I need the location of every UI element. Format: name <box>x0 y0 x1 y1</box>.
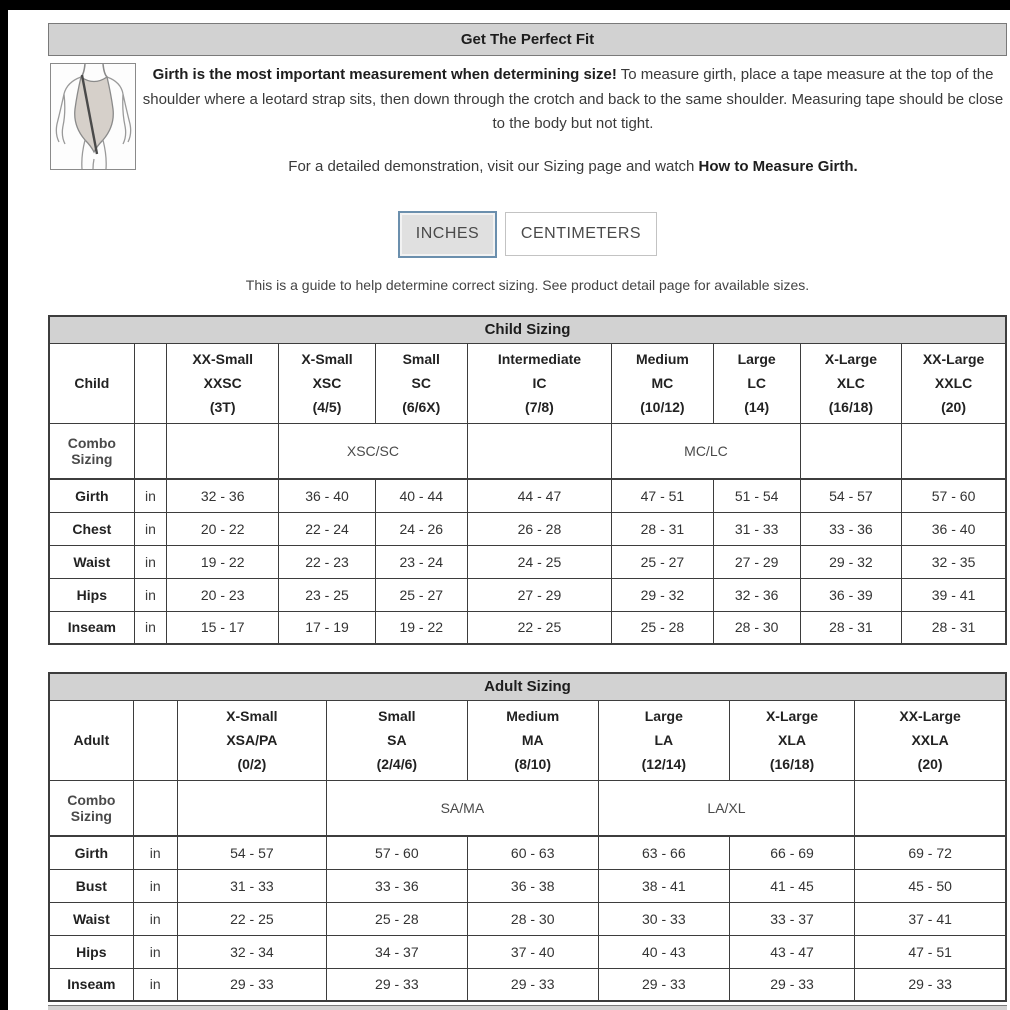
measurement-value: 47 - 51 <box>612 479 713 512</box>
size-code: MA <box>521 732 544 748</box>
measurement-value: 22 - 25 <box>467 611 612 644</box>
measurement-unit: in <box>134 479 167 512</box>
measurement-unit: in <box>134 512 167 545</box>
measurement-unit: in <box>133 968 177 1001</box>
size-column-header <box>375 343 467 423</box>
measurement-value: 37 - 41 <box>855 902 1006 935</box>
group-label-cell: Adult <box>49 700 133 780</box>
measurement-unit: in <box>133 935 177 968</box>
child-sizing-table <box>48 315 1007 645</box>
size-column-header <box>713 343 800 423</box>
measurement-value: 29 - 33 <box>467 968 598 1001</box>
girth-intro-rest: To measure girth, place a tape measure at the top of the shoulder where a leotard strap sits, then down through the crotch and back to the same shoulder. Measuring tape should be close to the body but not tight. <box>142 66 1004 132</box>
size-range: (16/18) <box>828 399 874 415</box>
measurement-label: Chest <box>49 512 134 545</box>
measurement-row-girth <box>49 479 1006 512</box>
size-range: (8/10) <box>514 756 551 772</box>
size-range: (3T) <box>209 399 236 415</box>
measurement-value: 22 - 25 <box>177 902 326 935</box>
measurement-value: 29 - 33 <box>855 968 1006 1001</box>
adult-sizing-table-container <box>48 672 1007 1002</box>
girth-measure-illustration <box>50 63 136 170</box>
measurement-unit: in <box>133 869 177 902</box>
size-header-row <box>49 343 1006 423</box>
section-header-bar <box>48 23 1007 56</box>
size-code: XLA <box>778 732 807 748</box>
measurement-value: 32 - 36 <box>713 578 800 611</box>
centimeters-button[interactable]: CENTIMETERS <box>505 212 657 256</box>
measurement-value: 19 - 22 <box>167 545 279 578</box>
measurement-unit: in <box>133 902 177 935</box>
size-range: (6/6X) <box>402 399 441 415</box>
measurement-value: 28 - 30 <box>467 902 598 935</box>
measurement-value: 20 - 22 <box>167 512 279 545</box>
size-code: XXSC <box>203 375 242 391</box>
measurement-value: 24 - 25 <box>467 545 612 578</box>
combo-value-cell: MC/LC <box>612 423 801 479</box>
measurement-value: 22 - 23 <box>279 545 376 578</box>
measurement-value: 34 - 37 <box>327 935 468 968</box>
measurement-value: 23 - 25 <box>279 578 376 611</box>
measurement-value: 15 - 17 <box>167 611 279 644</box>
size-code: SA <box>387 732 407 748</box>
size-name: Intermediate <box>497 351 582 367</box>
combo-unit-cell <box>133 780 177 836</box>
size-column-header <box>598 700 729 780</box>
measurement-value: 51 - 54 <box>713 479 800 512</box>
measurement-value: 32 - 36 <box>167 479 279 512</box>
size-code: IC <box>532 375 547 391</box>
measurement-row-hips <box>49 935 1006 968</box>
measurement-row-waist <box>49 545 1006 578</box>
size-range: (2/4/6) <box>376 756 418 772</box>
size-name: X-Small <box>301 351 353 367</box>
measurement-value: 29 - 32 <box>612 578 713 611</box>
unit-header-cell <box>134 343 167 423</box>
size-column-header <box>167 343 279 423</box>
measurement-value: 33 - 37 <box>729 902 854 935</box>
size-name: XX-Small <box>192 351 254 367</box>
combo-value-cell <box>902 423 1006 479</box>
combo-value-cell <box>167 423 279 479</box>
size-column-header <box>177 700 326 780</box>
measurement-value: 45 - 50 <box>855 869 1006 902</box>
demo-instruction-line <box>140 158 1006 175</box>
size-column-header <box>279 343 376 423</box>
measurement-value: 32 - 35 <box>902 545 1006 578</box>
measurement-value: 25 - 27 <box>612 545 713 578</box>
size-column-header <box>855 700 1006 780</box>
measurement-value: 28 - 31 <box>612 512 713 545</box>
unit-header-cell <box>133 700 177 780</box>
measurement-label: Inseam <box>49 611 134 644</box>
measurement-value: 66 - 69 <box>729 836 854 869</box>
measurement-value: 40 - 44 <box>375 479 467 512</box>
measurement-value: 29 - 33 <box>729 968 854 1001</box>
screenshot-left-edge <box>0 0 8 1010</box>
demo-prefix: For a detailed demonstration, visit our Sizing page and watch <box>288 158 699 175</box>
measurement-value: 36 - 39 <box>800 578 901 611</box>
measurement-value: 23 - 24 <box>375 545 467 578</box>
measurement-row-bust <box>49 869 1006 902</box>
size-range: (4/5) <box>312 399 342 415</box>
measurement-unit: in <box>134 578 167 611</box>
measurement-label: Hips <box>49 935 133 968</box>
size-column-header <box>902 343 1006 423</box>
measurement-value: 25 - 27 <box>375 578 467 611</box>
size-column-header <box>327 700 468 780</box>
measurement-row-hips <box>49 578 1006 611</box>
combo-value-cell <box>177 780 326 836</box>
measurement-value: 28 - 31 <box>800 611 901 644</box>
measurement-row-inseam <box>49 968 1006 1001</box>
size-code: XXLC <box>934 375 973 391</box>
size-name: X-Large <box>824 351 877 367</box>
measurement-value: 25 - 28 <box>327 902 468 935</box>
size-name: X-Large <box>765 708 819 724</box>
measurement-value: 28 - 30 <box>713 611 800 644</box>
size-name: Large <box>644 708 683 724</box>
size-name: Medium <box>635 351 689 367</box>
measurement-value: 57 - 60 <box>327 836 468 869</box>
size-column-header <box>800 343 901 423</box>
combo-label-line: Sizing <box>70 807 112 824</box>
size-name: XX-Large <box>899 708 961 724</box>
combo-value-cell <box>855 780 1006 836</box>
measurement-value: 32 - 34 <box>177 935 326 968</box>
screenshot-top-edge <box>0 0 1010 10</box>
size-code: XXLA <box>911 732 949 748</box>
measurement-unit: in <box>133 836 177 869</box>
measurement-value: 36 - 40 <box>279 479 376 512</box>
combo-label-line: Combo <box>67 791 116 808</box>
measurement-value: 36 - 38 <box>467 869 598 902</box>
measurement-value: 27 - 29 <box>713 545 800 578</box>
size-header-row <box>49 700 1006 780</box>
combo-label-line: Sizing <box>71 450 113 467</box>
measurement-value: 19 - 22 <box>375 611 467 644</box>
next-section-bar-cropped <box>48 1005 1007 1010</box>
size-name: XX-Large <box>922 351 985 367</box>
measurement-value: 54 - 57 <box>800 479 901 512</box>
measurement-value: 63 - 66 <box>598 836 729 869</box>
measurement-label: Inseam <box>49 968 133 1001</box>
size-code: SC <box>411 375 431 391</box>
table-title: Child Sizing <box>49 316 1006 343</box>
size-column-header <box>467 700 598 780</box>
size-range: (14) <box>744 399 770 415</box>
table-title: Adult Sizing <box>49 673 1006 700</box>
measurement-value: 31 - 33 <box>713 512 800 545</box>
size-range: (10/12) <box>640 399 685 415</box>
girth-intro-paragraph <box>140 63 1006 137</box>
adult-sizing-table <box>48 672 1007 1002</box>
size-range: (7/8) <box>525 399 554 415</box>
size-range: (12/14) <box>641 756 686 772</box>
size-name: Large <box>737 351 776 367</box>
combo-label-cell <box>49 423 134 479</box>
measurement-value: 60 - 63 <box>467 836 598 869</box>
measurement-value: 29 - 33 <box>598 968 729 1001</box>
measurement-row-chest <box>49 512 1006 545</box>
measurement-value: 47 - 51 <box>855 935 1006 968</box>
size-column-header <box>467 343 612 423</box>
combo-sizing-row <box>49 780 1006 836</box>
measurement-value: 40 - 43 <box>598 935 729 968</box>
measurement-value: 41 - 45 <box>729 869 854 902</box>
measurement-row-inseam <box>49 611 1006 644</box>
size-code: XSC <box>312 375 342 391</box>
size-name: Small <box>378 708 416 724</box>
measurement-row-girth <box>49 836 1006 869</box>
combo-value-cell <box>467 423 612 479</box>
measurement-label: Waist <box>49 545 134 578</box>
measurement-label: Bust <box>49 869 133 902</box>
leotard-figure-icon <box>51 64 135 169</box>
combo-sizing-row <box>49 423 1006 479</box>
measurement-value: 22 - 24 <box>279 512 376 545</box>
size-name: X-Small <box>226 708 278 724</box>
measurement-value: 30 - 33 <box>598 902 729 935</box>
measurement-value: 43 - 47 <box>729 935 854 968</box>
measurement-value: 26 - 28 <box>467 512 612 545</box>
measurement-value: 36 - 40 <box>902 512 1006 545</box>
measurement-label: Girth <box>49 836 133 869</box>
size-range: (0/2) <box>237 756 267 772</box>
demo-bold: How to Measure Girth. <box>698 158 858 175</box>
measurement-label: Waist <box>49 902 133 935</box>
group-label-cell: Child <box>49 343 134 423</box>
unit-toggle-group <box>48 209 1007 259</box>
measurement-value: 29 - 33 <box>177 968 326 1001</box>
size-code: XSA/PA <box>226 732 278 748</box>
measurement-value: 28 - 31 <box>902 611 1006 644</box>
size-range: (16/18) <box>769 756 815 772</box>
measurement-value: 29 - 32 <box>800 545 901 578</box>
measurement-value: 44 - 47 <box>467 479 612 512</box>
measurement-value: 24 - 26 <box>375 512 467 545</box>
measurement-label: Hips <box>49 578 134 611</box>
table-title-row <box>49 673 1006 700</box>
measurement-value: 39 - 41 <box>902 578 1006 611</box>
size-name: Medium <box>506 708 560 724</box>
table-title-row <box>49 316 1006 343</box>
girth-intro-bold: Girth is the most important measurement when determining size! <box>152 66 617 83</box>
page-title: Get The Perfect Fit <box>460 31 595 48</box>
measurement-value: 69 - 72 <box>855 836 1006 869</box>
measurement-value: 33 - 36 <box>327 869 468 902</box>
measurement-value: 38 - 41 <box>598 869 729 902</box>
combo-value-cell <box>800 423 901 479</box>
child-sizing-table-container <box>48 315 1007 645</box>
measurement-value: 25 - 28 <box>612 611 713 644</box>
size-column-header <box>612 343 713 423</box>
size-code: LC <box>747 375 766 391</box>
size-code: MC <box>651 375 674 391</box>
measurement-value: 20 - 23 <box>167 578 279 611</box>
measurement-value: 37 - 40 <box>467 935 598 968</box>
measurement-unit: in <box>134 611 167 644</box>
combo-value-cell: SA/MA <box>327 780 599 836</box>
measurement-unit: in <box>134 545 167 578</box>
combo-value-cell: XSC/SC <box>279 423 468 479</box>
combo-value-cell: LA/XL <box>598 780 854 836</box>
size-column-header <box>729 700 854 780</box>
size-code: LA <box>654 732 674 748</box>
measurement-value: 33 - 36 <box>800 512 901 545</box>
measurement-value: 17 - 19 <box>279 611 376 644</box>
combo-label-cell <box>49 780 133 836</box>
size-range: (20) <box>941 399 967 415</box>
size-code: XLC <box>836 375 865 391</box>
measurement-value: 54 - 57 <box>177 836 326 869</box>
measurement-value: 31 - 33 <box>177 869 326 902</box>
combo-unit-cell <box>134 423 167 479</box>
measurement-value: 27 - 29 <box>467 578 612 611</box>
measurement-value: 57 - 60 <box>902 479 1006 512</box>
size-range: (20) <box>917 756 943 772</box>
measurement-row-waist <box>49 902 1006 935</box>
inches-button[interactable]: INCHES <box>398 211 497 258</box>
combo-label-line: Combo <box>67 434 116 451</box>
measurement-value: 29 - 33 <box>327 968 468 1001</box>
sizing-guide-note: This is a guide to help determine correct sizing. See product detail page for available sizes. <box>245 277 810 293</box>
measurement-label: Girth <box>49 479 134 512</box>
size-name: Small <box>402 351 440 367</box>
